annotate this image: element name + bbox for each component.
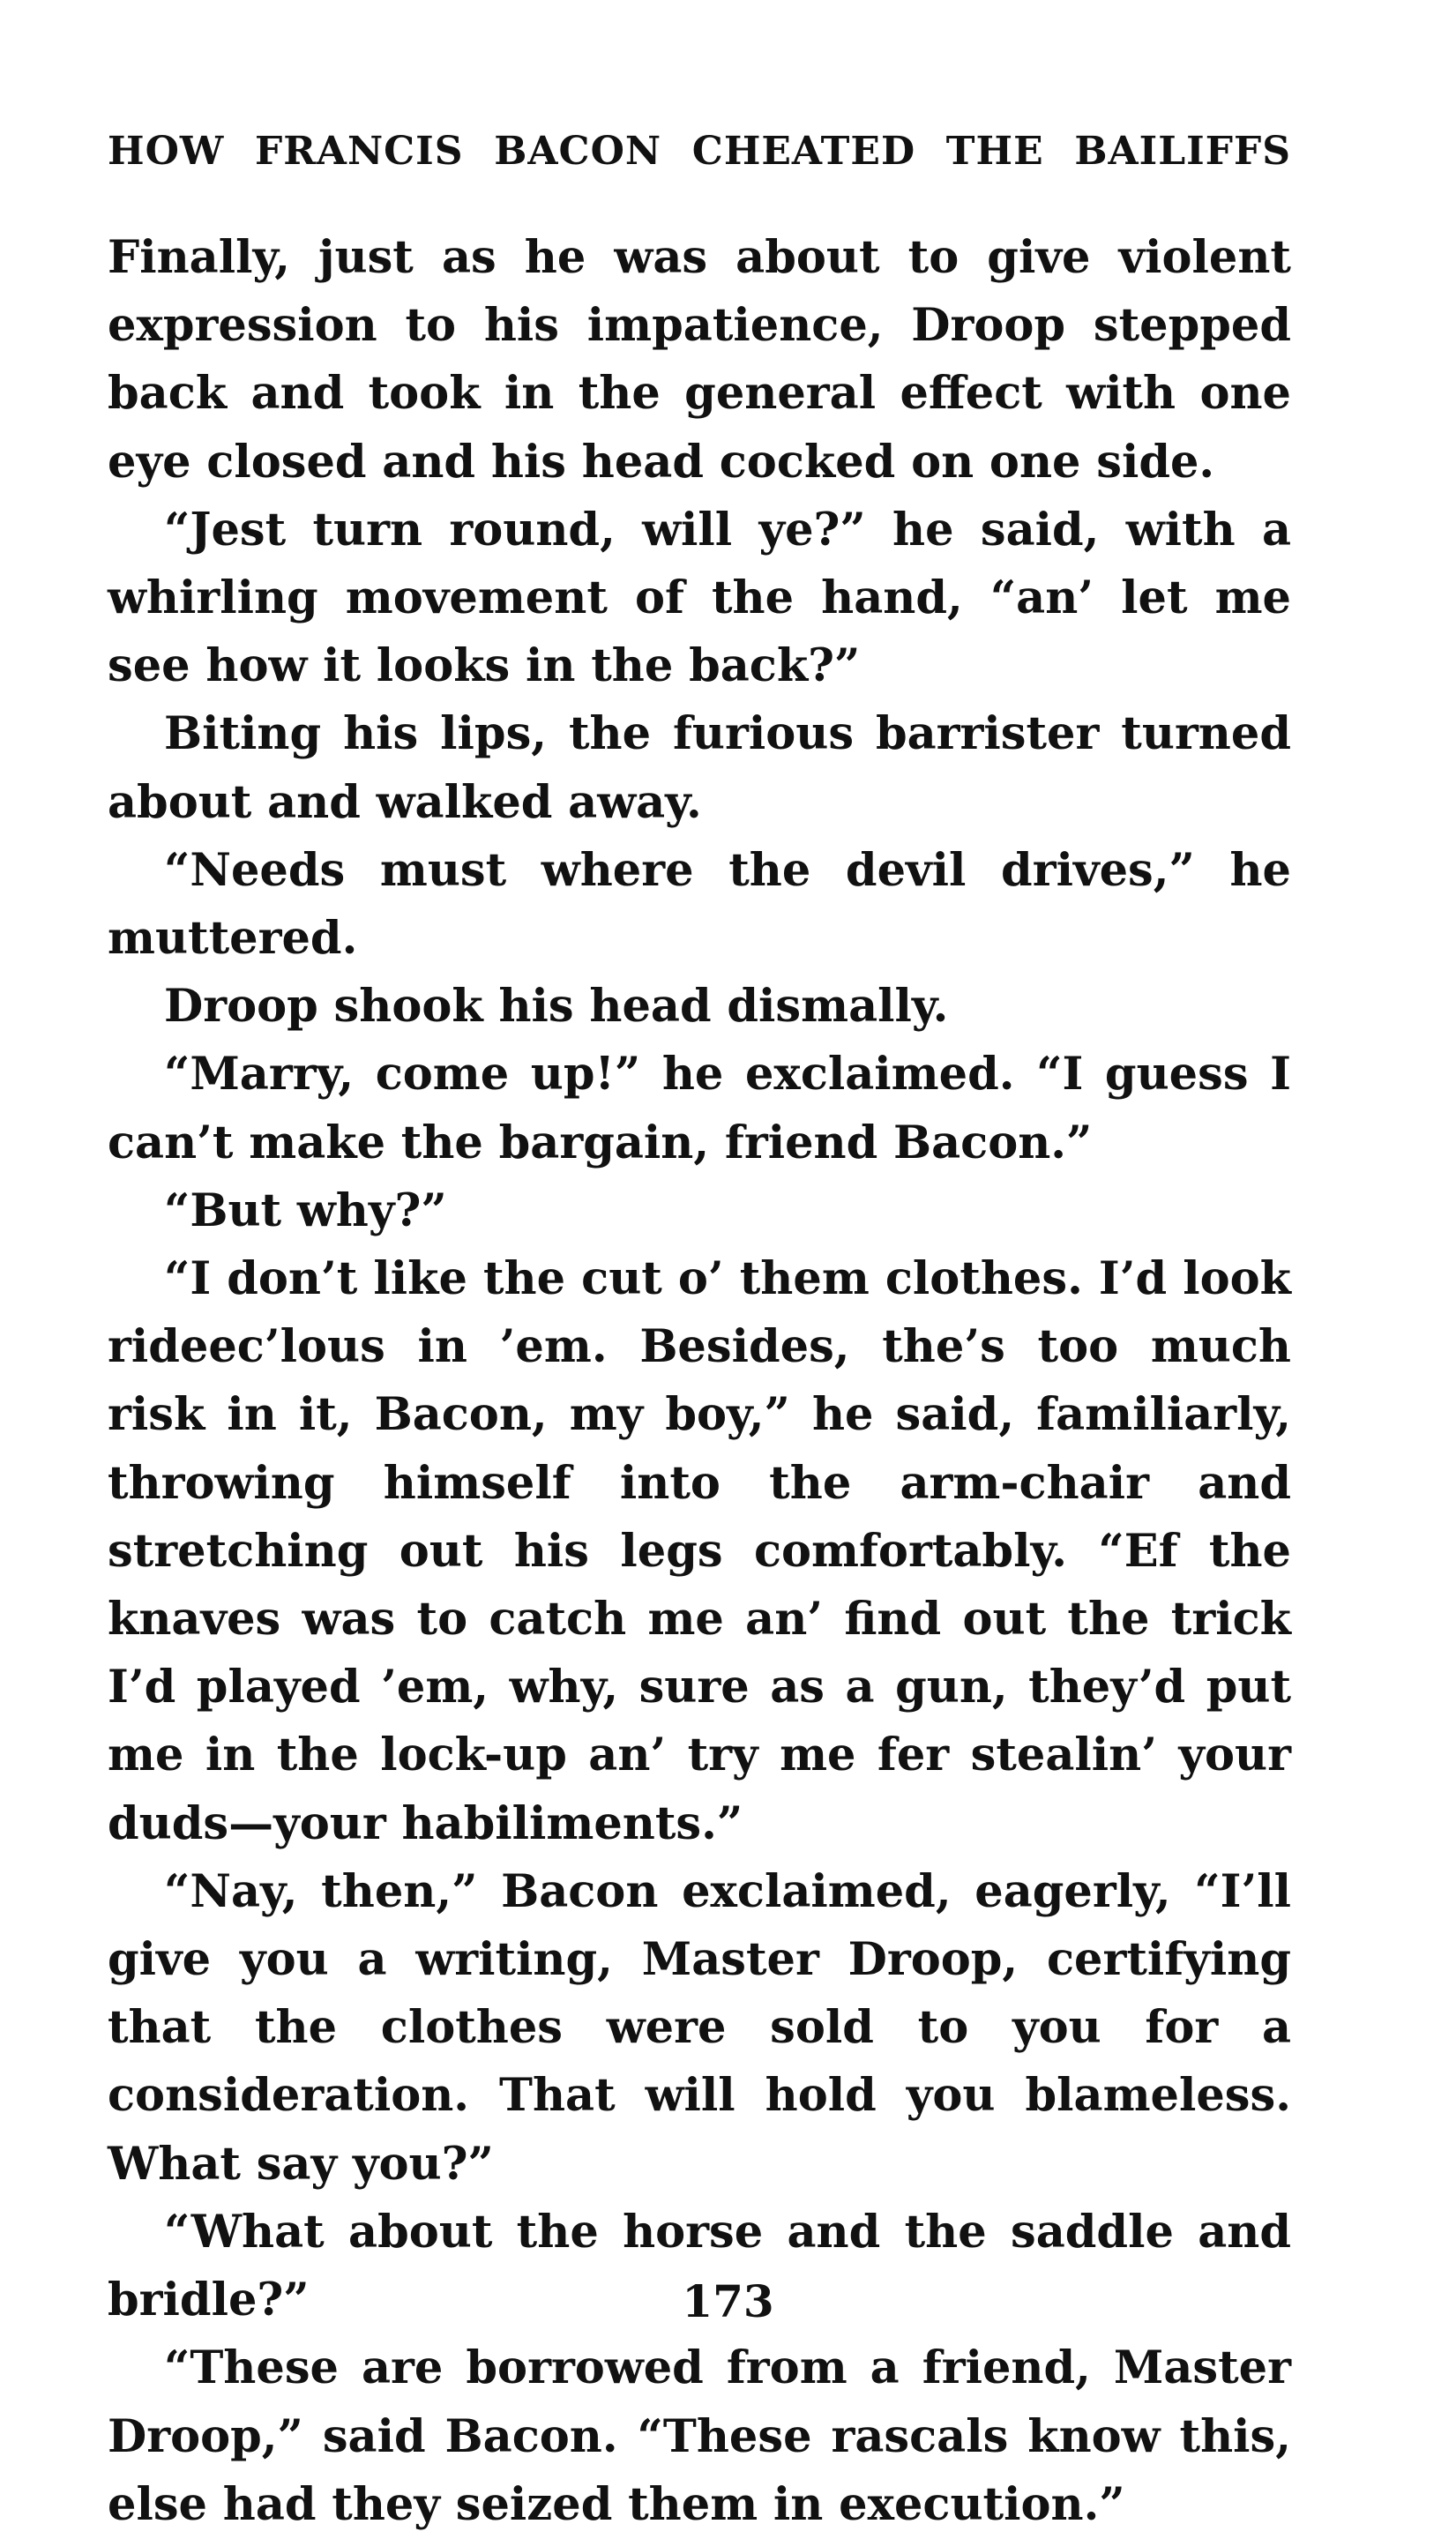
paragraph-2: “Jest turn round, will ye?” he said, with a whirling movement of the hand, “an’ let me see how it looks in the back?” xyxy=(108,503,1291,693)
paragraph-1: Finally, just as he was about to give violent expression to his impatience, Droop stepped back and took in the general effect with one eye closed and his head cocked on one side. xyxy=(108,231,1291,489)
paragraph-11: “These are borrowed from a friend, Master Droop,” said Bacon. “These rascals know this, else had they seized them in execution.” xyxy=(108,2341,1291,2531)
paragraph-9: “Nay, then,” Bacon exclaimed, eagerly, “I’ll give you a writing, Master Droop, certifying that the clothes were sold to you for a consideration. That will hold you blameless. What say you?” xyxy=(108,1864,1291,2191)
paragraph-8: “I don’t like the cut o’ them clothes. I’d look rideec’lous in ’em. Besides, the’s too much risk in it, Bacon, my boy,” he said, familiarly, throwing himself into the arm-chair and stretching out his legs comfortably. “Ef the knaves was to catch me an’ find out the trick I’d played ’em, why, sure as a gun, they’d put me in the lock-up an’ try me fer stealin’ your duds—your habiliments.” xyxy=(108,1252,1291,1850)
paragraph-5: Droop shook his head dismally. xyxy=(164,980,949,1034)
paragraph-4: “Needs must where the devil drives,” he muttered. xyxy=(108,843,1291,966)
paragraph-7: “But why?” xyxy=(164,1184,447,1237)
paragraph-6: “Marry, come up!” he exclaimed. “I guess I can’t make the bargain, friend Bacon.” xyxy=(108,1048,1291,1169)
body-text xyxy=(108,224,1291,2539)
paragraph-3: Biting his lips, the furious barrister turned about and walked away. xyxy=(108,707,1291,829)
paragraph-10: “What about the horse and the saddle and bridle?” xyxy=(108,2205,1291,2327)
page-number: 173 xyxy=(682,2275,774,2327)
running-head: HOW FRANCIS BACON CHEATED THE BAILIFFS xyxy=(108,129,1291,174)
